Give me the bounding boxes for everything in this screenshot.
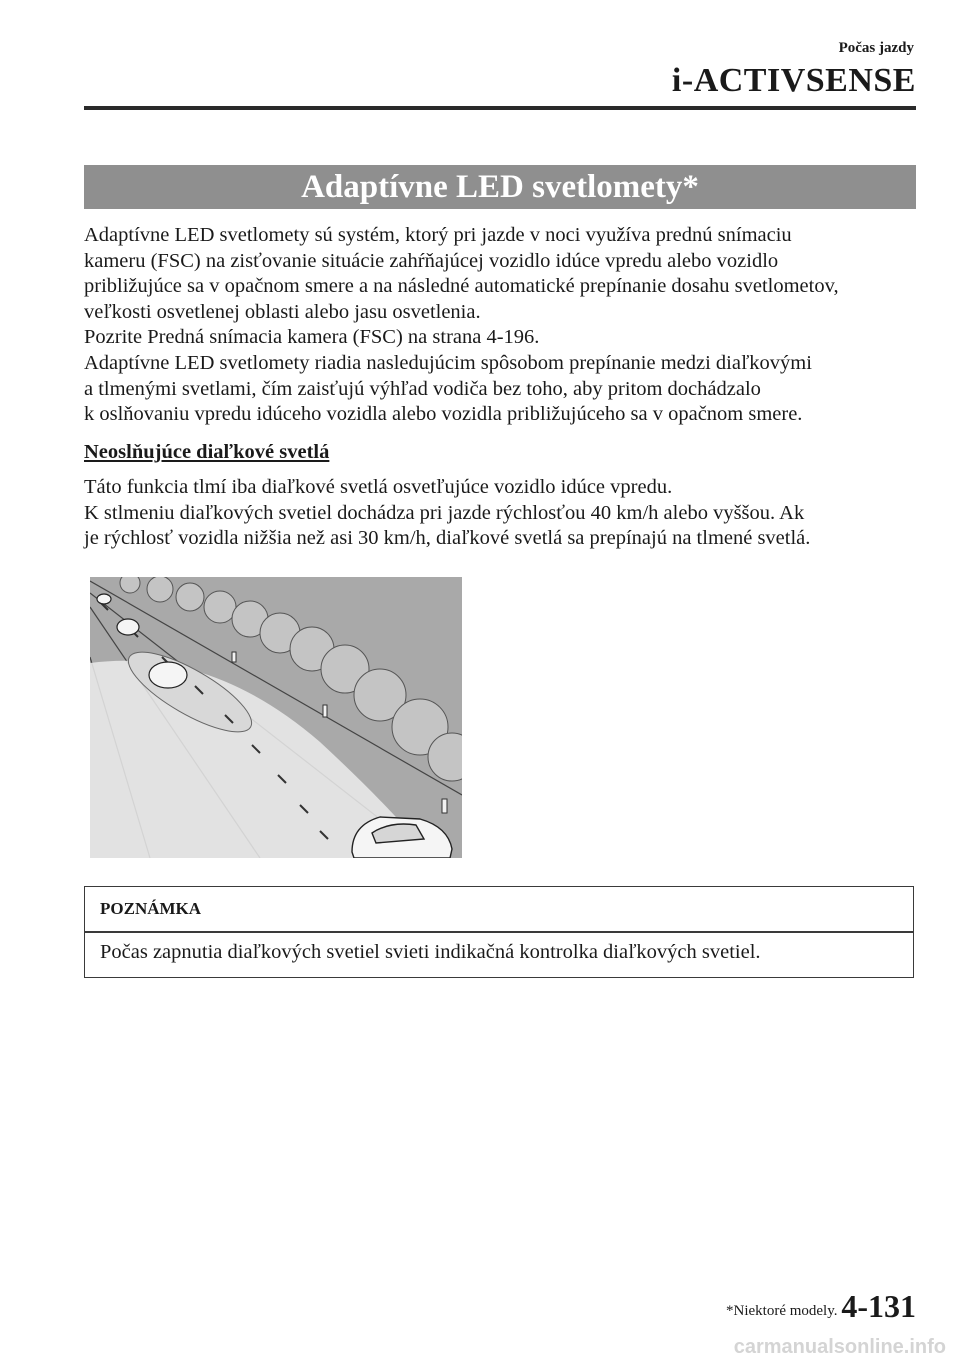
header-section-title: Počas jazdy (838, 40, 914, 56)
intro-line: a tlmenými svetlami, čím zaisťujú výhľad vodiča bez toho, aby pritom dochádzalo (84, 377, 761, 400)
intro-line: veľkosti osvetlenej oblasti alebo jasu osvetlenia. (84, 300, 481, 323)
note-divider (85, 931, 913, 933)
subheading-non-glare-high-beam: Neoslňujúce diaľkové svetlá (84, 441, 330, 463)
intro-line: k oslňovaniu vpredu idúceho vozidla alebo vozidla približujúceho sa v opačnom smere. (84, 403, 803, 426)
page-number: 4-131 (841, 1288, 916, 1324)
header-chapter-title: i-ACTIVSENSE (671, 62, 916, 99)
note-box (84, 886, 914, 978)
night-road-illustration (90, 577, 462, 858)
note-title: POZNÁMKA (100, 899, 202, 918)
intro-line: kameru (FSC) na zisťovanie situácie zahŕňajúcej vozidlo idúce vpredu alebo vozidlo (84, 249, 779, 272)
road-scene-drawing (90, 577, 462, 858)
intro-line: približujúce sa v opačnom smere a na následné automatické prepínanie dosahu svetlometov, (84, 275, 839, 298)
header-divider (84, 106, 916, 110)
section-title-bar: Adaptívne LED svetlomety* (84, 165, 916, 209)
description-line: K stlmeniu diaľkových svetiel dochádza pri jazde rýchlosťou 40 km/h alebo vyššou. Ak (84, 501, 805, 524)
description-line: je rýchlosť vozidla nižšia než asi 30 km/h, diaľkové svetlá sa prepínajú na tlmené svetlá. (84, 527, 811, 550)
own-vehicle (352, 817, 452, 858)
note-text: Počas zapnutia diaľkových svetiel svieti indikačná kontrolka diaľkových svetiel. (100, 941, 761, 963)
intro-paragraph (84, 223, 924, 428)
description-paragraph (84, 475, 924, 552)
intro-line: Adaptívne LED svetlomety sú systém, ktorý pri jazde v noci využíva prednú snímaciu (84, 224, 792, 246)
watermark-text: carmanualsonline.info (733, 1336, 946, 1358)
intro-line: Adaptívne LED svetlomety riadia nasledujúcim spôsobom prepínanie medzi diaľkovými (84, 351, 812, 374)
footer-footnote: *Niektoré modely. (726, 1303, 838, 1319)
description-line: Táto funkcia tlmí iba diaľkové svetlá osvetľujúce vozidlo idúce vpredu. (84, 476, 673, 498)
intro-line-reference: Pozrite Predná snímacia kamera (FSC) na strana 4-196. (84, 326, 540, 349)
